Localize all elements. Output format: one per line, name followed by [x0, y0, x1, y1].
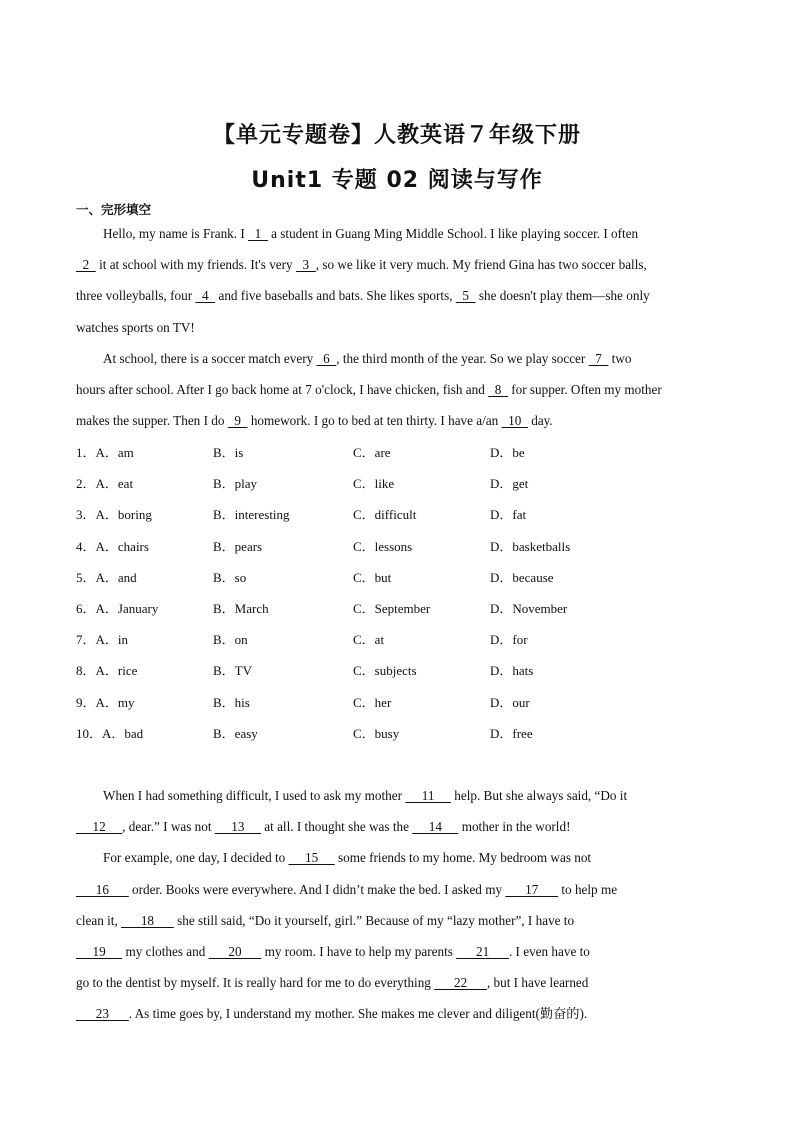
- passage-line: At school, there is a soccer match every 6 , the third month of the year. So we play soccer 7 two: [76, 343, 716, 374]
- option-c: C．lessons: [353, 538, 413, 554]
- passage-line: 2 it at school with my friends. It's very 3 , so we like it very much. My friend Gina has two soccer balls,: [76, 249, 716, 280]
- answer-blank: 2: [76, 257, 96, 273]
- option-a: 2．A．eat: [76, 476, 134, 492]
- answer-blank: 17: [505, 881, 559, 897]
- section-heading-cloze: 一、完形填空: [76, 202, 152, 217]
- option-a: 1．A．am: [76, 445, 134, 460]
- passage-line: 19 my clothes and 20 my room. I have to help my parents 21 . I even have to: [76, 936, 716, 967]
- answer-blank: 4: [195, 288, 216, 304]
- passage-line: For example, one day, I decided to 15 some friends to my home. My bedroom was not: [76, 842, 716, 873]
- option-c: C．busy: [353, 725, 400, 741]
- answer-blank: 22: [434, 975, 487, 991]
- option-d: D．free: [490, 725, 533, 741]
- answer-blank: 8: [488, 382, 508, 398]
- option-a: 10．A．bad: [76, 725, 144, 741]
- option-b: B．interesting: [213, 507, 290, 523]
- question-row: [76, 593, 716, 624]
- option-a: 5．A．and: [76, 569, 137, 585]
- question-row: [76, 624, 716, 655]
- option-a: 6．A．January: [76, 600, 159, 616]
- option-b: B．March: [213, 600, 269, 616]
- passage-line: Hello, my name is Frank. I 1 a student in Guang Ming Middle School. I like playing soccer. I often: [76, 218, 716, 249]
- option-a: 7．A．in: [76, 632, 129, 648]
- answer-blank: 14: [412, 819, 459, 835]
- option-b: B．TV: [213, 663, 253, 679]
- option-d: D．get: [490, 476, 529, 492]
- passage-line: 12 , dear.” I was not 13 at all. I thought she was the 14 mother in the world!: [76, 811, 716, 842]
- passage-line: When I had something difficult, I used to ask my mother 11 help. But she always said, “Do it: [76, 780, 716, 811]
- answer-blank: 11: [405, 788, 451, 803]
- answer-blank: 9: [227, 413, 248, 429]
- question-row: [76, 687, 716, 718]
- option-b: B．his: [213, 694, 250, 710]
- answer-blank: 19: [76, 944, 123, 960]
- option-c: C．like: [353, 476, 395, 492]
- cloze-passage-2: [76, 780, 716, 1030]
- option-d: D．fat: [490, 507, 527, 523]
- option-c: C．September: [353, 600, 431, 616]
- answer-blank: 7: [588, 350, 609, 366]
- passage-line: hours after school. After I go back home at 7 o'clock, I have chicken, fish and 8 for supper. Often my mother: [76, 374, 716, 405]
- answer-blank: 20: [208, 944, 262, 960]
- option-c: C．subjects: [353, 663, 417, 679]
- option-d: D．hats: [490, 663, 534, 679]
- option-b: B．pears: [213, 538, 263, 554]
- option-c: C．difficult: [353, 507, 417, 523]
- question-row: [76, 437, 716, 468]
- option-d: D．be: [490, 445, 525, 460]
- question-row: [76, 468, 716, 499]
- option-c: C．but: [353, 569, 392, 585]
- passage-line: watches sports on TV!: [76, 319, 195, 335]
- passage-line: makes the supper. Then I do 9 homework. I go to bed at ten thirty. I have a/an 10 day.: [76, 405, 716, 436]
- answer-blank: 13: [214, 819, 261, 835]
- option-c: C．at: [353, 632, 385, 648]
- option-b: B．easy: [213, 725, 258, 741]
- option-b: B．so: [213, 569, 247, 585]
- answer-blank: 6: [316, 350, 337, 366]
- option-c: C．are: [353, 445, 391, 460]
- answer-blank: 21: [456, 944, 509, 960]
- passage-line: clean it, 18 she still said, “Do it yourself, girl.” Because of my “lazy mother”, I have to: [76, 905, 716, 936]
- option-d: D．for: [490, 632, 528, 648]
- question-row: [76, 562, 716, 593]
- passage-line: 23 . As time goes by, I understand my mother. She makes me clever and diligent(勤奋的).: [76, 998, 716, 1029]
- option-a: 4．A．chairs: [76, 538, 149, 554]
- question-row: [76, 655, 716, 686]
- answer-blank: 16: [76, 881, 129, 897]
- option-a: 8．A．rice: [76, 663, 138, 679]
- answer-blank: 3: [295, 257, 316, 273]
- passage-line: three volleyballs, four 4 and five baseballs and bats. She likes sports, 5 she doesn't play them—she only: [76, 280, 716, 311]
- document-title: 【单元专题卷】人教英语７年级下册: [212, 123, 581, 148]
- passage-line: go to the dentist by myself. It is really hard for me to do everything 22 , but I have learned: [76, 967, 716, 998]
- option-a: 9．A．my: [76, 694, 135, 710]
- answer-blank: 23: [76, 1006, 129, 1022]
- option-c: C．her: [353, 694, 392, 710]
- passage-line: 16 order. Books were everywhere. And I didn’t make the bed. I asked my 17 to help me: [76, 874, 716, 905]
- answer-blank: 15: [288, 850, 335, 866]
- answer-blank: 10: [501, 413, 528, 429]
- question-row: [76, 718, 716, 749]
- answer-blank: 18: [121, 912, 174, 928]
- option-d: D．because: [490, 569, 554, 585]
- cloze-passage-1: [76, 218, 716, 436]
- cloze-options: [76, 437, 716, 749]
- option-d: D．our: [490, 694, 530, 710]
- answer-blank: 1: [248, 226, 268, 241]
- option-b: B．is: [213, 445, 244, 460]
- question-row: [76, 531, 716, 562]
- answer-blank: 5: [455, 288, 476, 304]
- option-b: B．on: [213, 632, 248, 648]
- document-subtitle: Unit1 专题 02 阅读与写作: [251, 168, 543, 193]
- option-a: 3．A．boring: [76, 507, 152, 523]
- question-row: [76, 499, 716, 530]
- option-d: D．November: [490, 600, 568, 616]
- answer-blank: 12: [76, 819, 123, 835]
- option-d: D．basketballs: [490, 538, 571, 554]
- option-b: B．play: [213, 476, 258, 492]
